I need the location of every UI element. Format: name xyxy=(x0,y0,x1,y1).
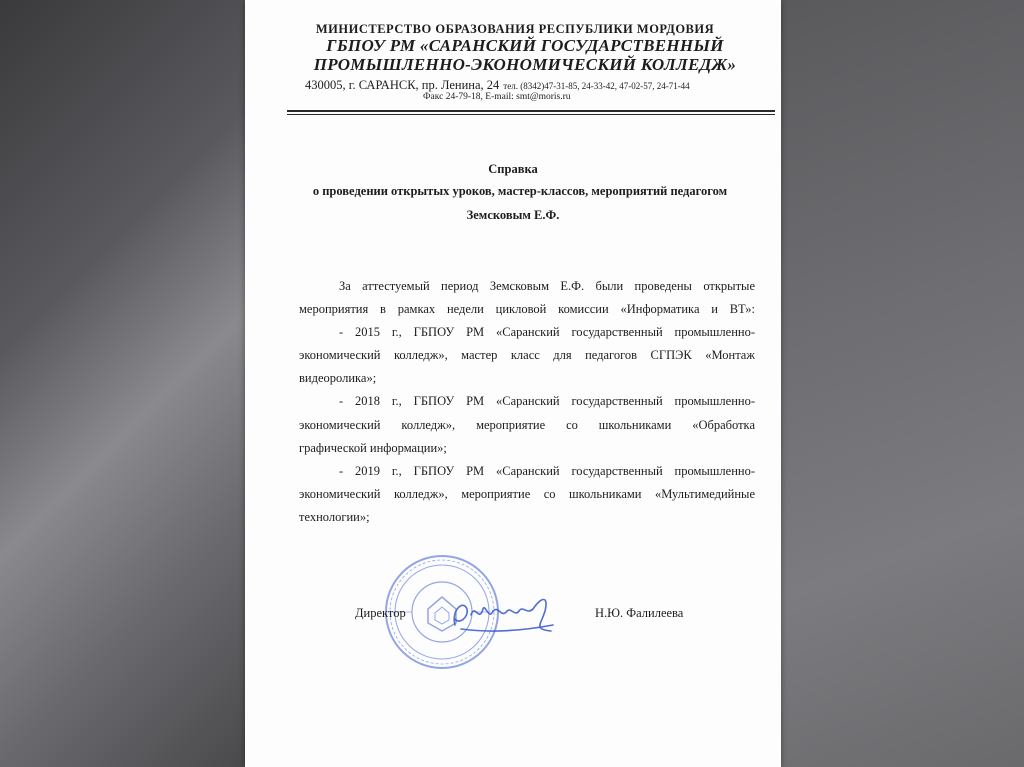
body-line: - 2019 г., ГБПОУ РМ «Саранский государственный промышленно- xyxy=(339,464,755,478)
document-subtitle: о проведении открытых уроков, мастер-классов, мероприятий педагогом xyxy=(312,184,728,198)
body-line: - 2018 г., ГБПОУ РМ «Саранский государственный промышленно- xyxy=(339,394,755,408)
body-line: экономический колледж», мастер класс для педагогов СГПЭК «Монтаж xyxy=(299,348,755,362)
body-line: экономический колледж», мероприятие со школьниками «Обработка xyxy=(299,418,755,432)
background-left xyxy=(0,0,245,767)
signer-name: Н.Ю. Фалилеева xyxy=(595,606,684,620)
document-subject: Земсковым Е.Ф. xyxy=(466,208,560,222)
document-title: Справка xyxy=(488,162,538,176)
body-line: За аттестуемый период Земсковым Е.Ф. были проведены открытые xyxy=(339,279,755,293)
body-line: экономический колледж», мероприятие со школьниками «Мультимедийные xyxy=(299,487,755,501)
document-page xyxy=(245,0,781,767)
body-line: видеоролика»; xyxy=(299,371,377,385)
header-rule-thick xyxy=(287,110,775,112)
background-right xyxy=(781,0,1024,767)
college-name-line1: ГБПОУ РМ «САРАНСКИЙ ГОСУДАРСТВЕННЫЙ xyxy=(326,36,724,55)
body-line: - 2015 г., ГБПОУ РМ «Саранский государственный промышленно- xyxy=(339,325,755,339)
fax-email: Факс 24-79-18, E-mail: smt@moris.ru xyxy=(423,92,571,102)
director-signature-icon xyxy=(441,585,561,637)
phone-numbers: тел. (8342)47-31-85, 24-33-42, 47-02-57, 24-71-44 xyxy=(503,81,690,91)
body-line: технологии»; xyxy=(299,510,370,524)
header-rule-thin xyxy=(287,114,775,115)
signer-role: Директор xyxy=(355,606,406,620)
college-name-line2: ПРОМЫШЛЕННО-ЭКОНОМИЧЕСКИЙ КОЛЛЕДЖ» xyxy=(313,55,737,74)
ministry-name: МИНИСТЕРСТВО ОБРАЗОВАНИЯ РЕСПУБЛИКИ МОРДОВИЯ xyxy=(315,22,715,36)
body-line: графической информации»; xyxy=(299,441,447,455)
address-text: 430005, г. САРАНСК, пр. Ленина, 24 xyxy=(305,78,500,92)
body-line: мероприятия в рамках недели цикловой комиссии «Информатика и ВТ»: xyxy=(299,302,755,316)
